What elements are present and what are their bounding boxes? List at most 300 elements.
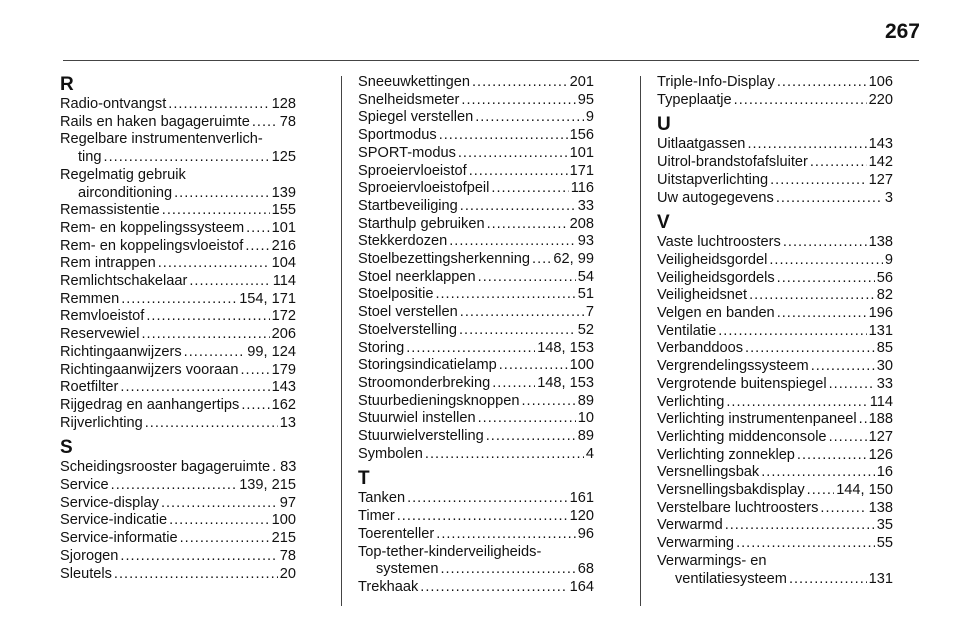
index-entry (657, 305, 893, 323)
index-entry-term: Stoel neerklappen (358, 268, 476, 285)
index-entry (60, 566, 296, 584)
index-entry-term: Uitrol-brandstofafsluiter (657, 154, 808, 171)
index-entry-term: Remmen (60, 290, 120, 307)
leader-dots (770, 172, 867, 190)
index-entry (657, 190, 893, 208)
leader-dots (121, 291, 237, 309)
index-entry (60, 185, 296, 203)
leader-dots (168, 96, 269, 114)
index-entry-term: Top-tether-kinderveiligheids- (358, 543, 542, 560)
index-entry-term: Stroomonderbreking (358, 374, 491, 391)
index-entry-pages: 83 (280, 459, 297, 476)
index-entry-pages: 126 (868, 446, 893, 463)
leader-dots (420, 579, 567, 597)
index-entry-pages: 154, 171 (239, 290, 296, 307)
index-entry-pages: 196 (868, 305, 893, 322)
index-entry-pages: 35 (876, 517, 893, 534)
index-entry-pages: 62, 99 (553, 251, 594, 268)
index-entry (358, 375, 594, 393)
index-entry-pages: 127 (868, 171, 893, 188)
leader-dots (425, 446, 584, 464)
leader-dots (777, 270, 875, 288)
index-entry (358, 233, 594, 251)
leader-dots (736, 535, 875, 553)
leader-dots (829, 376, 875, 394)
index-entry-term: Rem intrappen (60, 255, 156, 272)
index-entry-term: Sproeiervloeistofpeil (358, 180, 490, 197)
index-entry-term: Typeplaatje (657, 91, 732, 108)
leader-dots (252, 114, 278, 132)
index-entry (60, 308, 296, 326)
index-entry-term: Vergrotende buitenspiegel (657, 375, 827, 392)
index-entry (657, 517, 893, 535)
index-entry (60, 202, 296, 220)
index-entry-pages: 125 (271, 149, 296, 166)
index-entry-term: Stoelpositie (358, 286, 434, 303)
index-entry (657, 287, 893, 305)
index-entry-term: Service-indicatie (60, 512, 168, 529)
leader-dots (461, 92, 575, 110)
index-entry (358, 286, 594, 304)
index-entry-term: Scheidingsrooster bagageruimte (60, 459, 271, 476)
leader-dots (761, 464, 875, 482)
index-entry-term: Verlichting (657, 393, 725, 410)
leader-dots (439, 127, 568, 145)
leader-dots (114, 566, 278, 584)
leader-dots (478, 410, 576, 428)
index-entry-pages: 13 (279, 414, 296, 431)
index-entry-pages: 3 (884, 189, 893, 206)
leader-dots (241, 397, 269, 415)
index-entry (60, 530, 296, 548)
index-entry-pages: 171 (569, 162, 594, 179)
index-entry (358, 163, 594, 181)
index-entry-term: Versnellingsbak (657, 464, 760, 481)
index-entry (358, 251, 594, 269)
index-entry-pages: 82 (876, 287, 893, 304)
leader-dots (469, 163, 568, 181)
index-entry (657, 571, 893, 589)
index-entry-pages: 143 (868, 136, 893, 153)
index-entry-term: Rem- en koppelingssysteem (60, 219, 245, 236)
index-entry-term: Stoelbezettingsherkenning (358, 251, 531, 268)
index-entry (60, 362, 296, 380)
index-entry-continuation: ting (78, 149, 102, 166)
section-letter: V (657, 212, 670, 234)
index-entry (358, 269, 594, 287)
leader-dots (161, 495, 278, 513)
index-entry-term: Starthulp gebruiken (358, 215, 485, 232)
column-divider-2 (640, 76, 641, 606)
index-entry-pages: 179 (271, 361, 296, 378)
index-entry (657, 358, 893, 376)
index-entry-term: Versnellingsbakdisplay (657, 482, 805, 499)
leader-dots (435, 286, 575, 304)
index-entry (657, 429, 893, 447)
leader-dots (246, 220, 270, 238)
index-entry-term: Verbanddoos (657, 340, 744, 357)
leader-dots (184, 344, 246, 362)
index-entry-pages: 30 (876, 358, 893, 375)
index-entry-term: Verwarmings- en (657, 552, 767, 569)
index-entry-pages: 4 (585, 445, 594, 462)
index-entry-term: Stekkerdozen (358, 233, 448, 250)
section-letter: U (657, 114, 671, 136)
index-entry-term: Triple-Info-Display (657, 74, 775, 90)
leader-dots (486, 428, 576, 446)
leader-dots (749, 287, 875, 305)
index-entry-term: Reservewiel (60, 326, 140, 343)
leader-dots (492, 375, 535, 393)
index-entry-pages: 89 (577, 392, 594, 409)
index-entry (60, 459, 296, 477)
index-entry (358, 145, 594, 163)
index-entry-term: Rem- en koppelingsvloeistof (60, 237, 244, 254)
index-entry-pages: 144, 150 (836, 482, 893, 499)
index-entry (358, 393, 594, 411)
index-entry-pages: 16 (876, 464, 893, 481)
index-entry-pages: 99, 124 (247, 343, 296, 360)
leader-dots (460, 198, 576, 216)
index-entry (657, 464, 893, 482)
index-entry-pages: 89 (577, 428, 594, 445)
leader-dots (162, 202, 270, 220)
index-entry-pages: 215 (271, 530, 296, 547)
index-entry-pages: 161 (569, 490, 594, 507)
index-entry (657, 323, 893, 341)
leader-dots (807, 482, 835, 500)
index-entry-term: Stuurwielverstelling (358, 428, 484, 445)
index-entry (60, 273, 296, 291)
leader-dots (406, 340, 535, 358)
index-entry-term: Verwarming (657, 535, 735, 552)
leader-dots (169, 512, 270, 530)
index-column-3 (657, 74, 893, 588)
index-entry-pages: 208 (569, 215, 594, 232)
leader-dots (777, 305, 867, 323)
index-entry (657, 340, 893, 358)
index-entry-pages: 54 (577, 268, 594, 285)
leader-dots (472, 74, 568, 92)
index-entry (657, 92, 893, 110)
index-entry-pages: 131 (868, 322, 893, 339)
index-entry (60, 495, 296, 513)
leader-dots (726, 394, 867, 412)
index-entry-pages: 148, 153 (537, 374, 594, 391)
index-entry-term: Regelmatig gebruik (60, 166, 186, 183)
index-entry-term: Snelheidsmeter (358, 91, 460, 108)
leader-dots (789, 571, 867, 589)
index-entry-term: Vergrendelingssysteem (657, 358, 809, 375)
leader-dots (245, 238, 269, 256)
index-entry-term: Rails en haken bagageruimte (60, 113, 250, 130)
index-entry-term: Verlichting zonneklep (657, 446, 795, 463)
index-entry (358, 109, 594, 127)
index-entry-term: Service-display (60, 494, 159, 511)
index-entry-pages: 143 (271, 379, 296, 396)
index-entry-pages: 7 (585, 304, 594, 321)
index-entry (358, 446, 594, 464)
leader-dots (111, 477, 238, 495)
leader-dots (436, 526, 576, 544)
index-entry (60, 548, 296, 566)
index-entry-pages: 100 (271, 512, 296, 529)
index-entry-pages: 78 (279, 547, 296, 564)
index-entry (358, 180, 594, 198)
index-entry-pages: 188 (868, 411, 893, 428)
index-entry-continuation: ventilatiesysteem (675, 570, 787, 587)
index-entry-term: Tanken (358, 490, 406, 507)
index-entry (358, 322, 594, 340)
leader-dots (120, 379, 269, 397)
leader-dots (475, 109, 584, 127)
index-entry-term: Verlichting middenconsole (657, 428, 827, 445)
index-entry (657, 535, 893, 553)
leader-dots (718, 323, 866, 341)
index-entry-pages: 127 (868, 428, 893, 445)
index-entry-pages: 156 (569, 127, 594, 144)
leader-dots (189, 273, 270, 291)
section-letter: R (60, 74, 74, 95)
leader-dots (397, 508, 568, 526)
index-entry (657, 482, 893, 500)
index-entry-pages: 101 (569, 144, 594, 161)
index-entry-term: Stuurwiel instellen (358, 410, 476, 427)
index-entry-term: Rijverlichting (60, 414, 143, 431)
leader-dots (532, 251, 551, 269)
index-entry (60, 397, 296, 415)
leader-dots (811, 358, 875, 376)
leader-dots (460, 304, 584, 322)
leader-dots (499, 357, 568, 375)
index-entry-pages: 68 (577, 561, 594, 578)
index-entry (60, 114, 296, 132)
leader-dots (769, 252, 883, 270)
index-entry-term: Sproeiervloeistof (358, 162, 467, 179)
index-entry (657, 270, 893, 288)
index-entry-term: Veiligheidsgordel (657, 251, 768, 268)
leader-dots (487, 216, 568, 234)
index-entry-pages: 116 (570, 180, 594, 197)
index-entry-pages: 52 (577, 321, 594, 338)
index-entry-term: Spiegel verstellen (358, 109, 474, 126)
index-entry-term: Remlichtschakelaar (60, 273, 188, 290)
index-entry (358, 410, 594, 428)
index-entry (60, 477, 296, 495)
index-entry-pages: 55 (876, 535, 893, 552)
index-entry-continuation: systemen (376, 561, 439, 578)
index-entry-pages: 216 (271, 237, 296, 254)
index-entry-term: Regelbare instrumentenverlich- (60, 131, 263, 148)
index-entry-term: Sjorogen (60, 547, 119, 564)
index-entry (60, 512, 296, 530)
index-entry (60, 255, 296, 273)
index-entry-term: Startbeveiliging (358, 197, 458, 214)
index-entry-term: Stoelverstelling (358, 321, 457, 338)
index-entry (657, 376, 893, 394)
index-entry (60, 96, 296, 114)
index-entry-term: Stoel verstellen (358, 304, 458, 321)
leader-dots (783, 234, 867, 252)
index-entry-term: Symbolen (358, 445, 423, 462)
index-entry (657, 447, 893, 465)
index-entry-term: Toerenteller (358, 525, 435, 542)
leader-dots (240, 362, 269, 380)
index-entry-pages: 33 (577, 197, 594, 214)
index-entry-pages: 155 (271, 202, 296, 219)
index-entry-pages: 220 (868, 91, 893, 108)
index-entry (60, 220, 296, 238)
leader-dots (859, 411, 867, 429)
index-entry-term: Radio-ontvangst (60, 96, 167, 112)
index-entry-term: Rijgedrag en aanhangertips (60, 396, 240, 413)
leader-dots (725, 517, 875, 535)
index-entry-pages: 164 (569, 578, 594, 595)
index-entry-term: Remassistentie (60, 202, 160, 219)
leader-dots (141, 326, 269, 344)
index-entry-pages: 104 (271, 255, 296, 272)
index-entry (358, 92, 594, 110)
leader-dots (521, 393, 575, 411)
index-entry-pages: 101 (271, 219, 296, 236)
index-entry-term: Uitlaatgassen (657, 136, 746, 153)
index-entry (358, 216, 594, 234)
index-entry-pages: 138 (868, 234, 893, 251)
index-entry-term: Sportmodus (358, 127, 437, 144)
leader-dots (459, 322, 576, 340)
leader-dots (776, 190, 883, 208)
index-entry (657, 234, 893, 252)
leader-dots (145, 415, 278, 433)
index-entry-pages: 139 (271, 184, 296, 201)
index-entry-pages: 85 (876, 340, 893, 357)
index-entry-term: Service (60, 477, 109, 494)
leader-dots (491, 180, 568, 198)
leader-dots (120, 548, 277, 566)
leader-dots (829, 429, 867, 447)
index-entry-pages: 106 (868, 74, 893, 90)
index-column-1 (60, 74, 296, 583)
leader-dots (458, 145, 568, 163)
leader-dots (734, 92, 867, 110)
index-entry (657, 74, 893, 92)
header-rule (63, 60, 919, 61)
index-entry (60, 238, 296, 256)
index-entry-term: Roetfilter (60, 379, 119, 396)
index-entry-term: Ventilatie (657, 322, 717, 339)
index-entry-pages: 93 (577, 233, 594, 250)
leader-dots (272, 459, 278, 477)
index-entry-pages: 9 (585, 109, 594, 126)
index-entry (358, 74, 594, 92)
index-entry (358, 526, 594, 544)
index-entry-pages: 97 (279, 494, 296, 511)
index-entry-term: Richtingaanwijzers (60, 343, 182, 360)
leader-dots (146, 308, 269, 326)
index-entry (657, 154, 893, 172)
index-entry-term: Velgen en banden (657, 305, 775, 322)
index-entry-pages: 100 (569, 357, 594, 374)
index-entry-pages: 206 (271, 326, 296, 343)
index-entry-pages: 162 (271, 396, 296, 413)
index-entry-pages: 33 (876, 375, 893, 392)
index-entry-term: Sneeuwkettingen (358, 74, 470, 90)
index-entry-pages: 95 (577, 91, 594, 108)
index-entry-pages: 9 (884, 251, 893, 268)
index-entry-term: SPORT-modus (358, 144, 456, 161)
index-entry-term: Service-informatie (60, 530, 178, 547)
leader-dots (449, 233, 576, 251)
index-entry (60, 326, 296, 344)
index-entry-term: Timer (358, 508, 395, 525)
index-entry-term: Verwarmd (657, 517, 723, 534)
index-entry-term: Verlichting instrumentenpaneel (657, 411, 857, 428)
index-entry (358, 428, 594, 446)
index-entry (358, 579, 594, 597)
index-entry-pages: 120 (569, 508, 594, 525)
index-entry-pages: 128 (271, 96, 296, 112)
index-entry-term: Veiligheidsgordels (657, 269, 775, 286)
index-entry-term: Storingsindicatielamp (358, 357, 497, 374)
index-entry-term: Veiligheidsnet (657, 287, 748, 304)
index-entry-term: Uitstapverlichting (657, 171, 769, 188)
leader-dots (797, 447, 867, 465)
index-entry-term: Sleutels (60, 565, 112, 582)
index-entry-pages: 148, 153 (537, 339, 594, 356)
index-entry-pages: 138 (868, 499, 893, 516)
index-entry-pages: 56 (876, 269, 893, 286)
index-entry (358, 357, 594, 375)
index-entry (60, 344, 296, 362)
index-entry (657, 136, 893, 154)
index-entry (60, 149, 296, 167)
index-entry-pages: 114 (869, 393, 893, 410)
index-entry (657, 500, 893, 518)
section-letter: T (358, 468, 370, 490)
index-entry (60, 379, 296, 397)
index-entry (358, 340, 594, 358)
index-entry (358, 198, 594, 216)
index-entry (657, 411, 893, 429)
index-entry (358, 508, 594, 526)
column-divider-1 (341, 76, 342, 606)
index-entry (358, 561, 594, 579)
section-letter: S (60, 437, 73, 459)
index-entry (657, 394, 893, 412)
index-entry-pages: 139, 215 (239, 477, 296, 494)
leader-dots (777, 74, 867, 92)
index-entry (358, 490, 594, 508)
index-entry-pages: 201 (569, 74, 594, 90)
leader-dots (180, 530, 270, 548)
index-entry-term: Stuurbedieningsknoppen (358, 392, 520, 409)
index-entry (358, 304, 594, 322)
index-entry-term: Trekhaak (358, 578, 419, 595)
index-entry-pages: 142 (868, 154, 893, 171)
index-entry-pages: 10 (577, 410, 594, 427)
index-entry-continuation: airconditioning (78, 184, 173, 201)
leader-dots (104, 149, 270, 167)
index-entry (60, 415, 296, 433)
index-entry-pages: 131 (868, 570, 893, 587)
leader-dots (810, 154, 867, 172)
leader-dots (158, 255, 270, 273)
index-entry-term: Storing (358, 339, 405, 356)
leader-dots (407, 490, 568, 508)
index-entry-pages: 172 (271, 308, 296, 325)
index-entry-term: Remvloeistof (60, 308, 145, 325)
index-entry (657, 252, 893, 270)
